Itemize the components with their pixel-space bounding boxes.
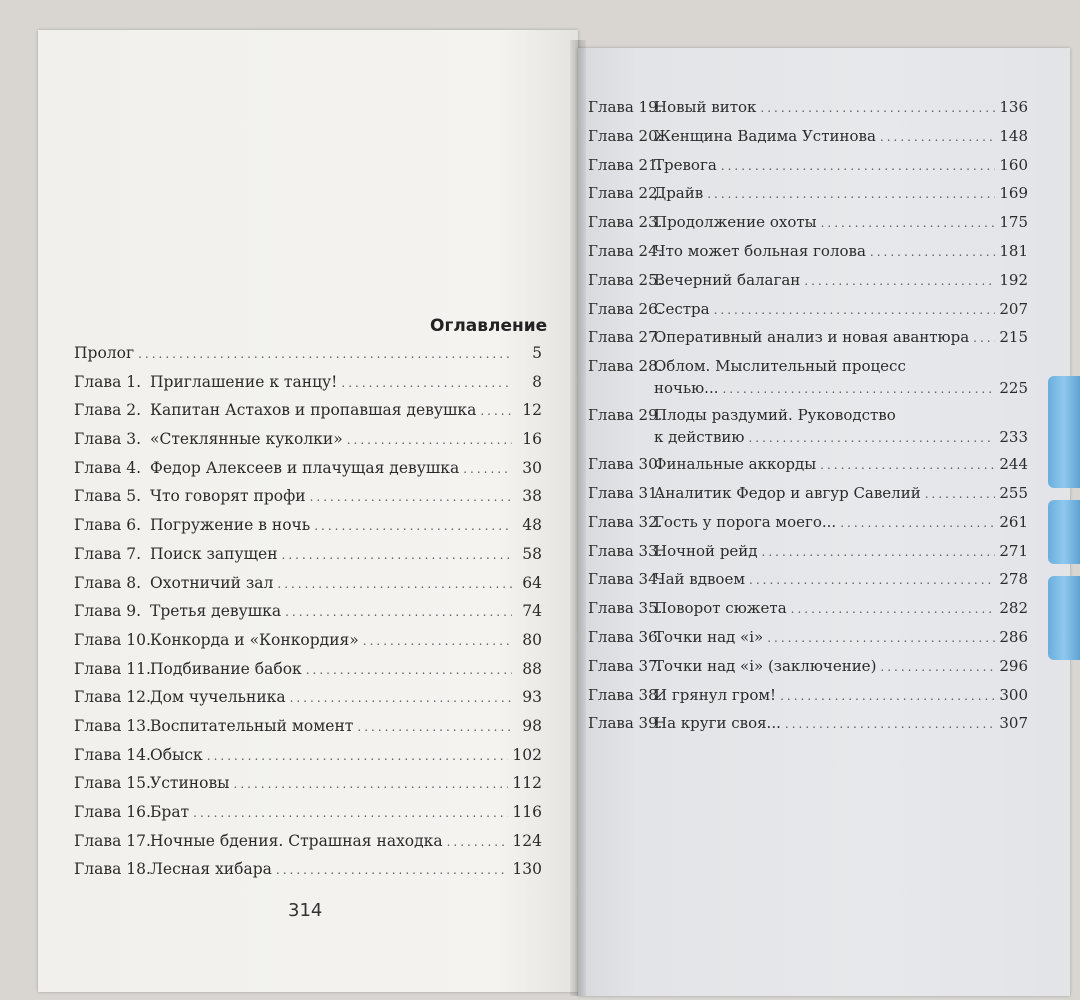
entry-title: Устиновы [150, 774, 230, 793]
dot-leader [714, 303, 996, 317]
toc-entry [74, 631, 542, 660]
chapter-number: Глава 26. [588, 299, 663, 318]
entry-page: 307 [999, 714, 1028, 733]
entry-title: «Стеклянные куколки» [150, 430, 343, 449]
chapter-number: Глава 18. [74, 860, 151, 879]
entry-label [74, 631, 359, 649]
chapter-number: Глава 24. [588, 241, 663, 260]
entry-title-continued: к действию [654, 428, 745, 447]
entry-page: 181 [999, 241, 1028, 260]
entry-title: Облом. Мыслительный процесс [654, 357, 906, 376]
entry-label [588, 686, 776, 704]
entry-title: Федор Алексеев и плачущая девушка [150, 458, 460, 477]
toc-entry [588, 657, 1028, 686]
entry-title: И грянул гром! [654, 685, 777, 704]
dot-leader [791, 602, 996, 616]
chapter-number: Глава 15. [74, 774, 151, 793]
entry-page: 74 [522, 602, 542, 621]
entry-title: Подбивание бабок [150, 659, 302, 678]
chapter-number: Глава 38. [588, 685, 663, 704]
entry-page: 8 [532, 372, 542, 391]
toc-entry [588, 328, 1028, 357]
entry-label [74, 602, 281, 620]
entry-title: Гость у порога моего... [654, 512, 837, 531]
entry-title: Брат [150, 803, 190, 821]
toc-entry [588, 570, 1028, 599]
entry-title: Что говорят профи [150, 487, 306, 506]
entry-label [588, 406, 1028, 428]
toc-entry [588, 300, 1028, 329]
entry-page: 225 [999, 379, 1028, 398]
toc-entry [588, 484, 1028, 513]
entry-page: 207 [999, 299, 1028, 318]
dot-leader [480, 404, 512, 418]
entry-label [74, 459, 459, 477]
toc-entry [74, 602, 542, 631]
entry-title: Охотничий зал [150, 573, 274, 592]
chapter-number: Глава 27. [588, 328, 663, 347]
entry-label [588, 542, 758, 560]
entry-label [588, 357, 1028, 379]
toc-entry [74, 574, 542, 603]
entry-title: Аналитик Федор и авгур Савелий [654, 483, 921, 502]
entry-page: 124 [512, 831, 542, 850]
dot-leader [282, 548, 512, 562]
chapter-number: Глава 31. [588, 483, 663, 502]
chapter-number: Глава 33. [588, 541, 663, 560]
toc-entry [74, 459, 542, 488]
toc-title: Оглавление [430, 316, 548, 336]
entry-title: Плоды раздумий. Руководство [654, 406, 896, 425]
dot-leader [207, 749, 509, 763]
dot-leader [193, 806, 508, 820]
entry-label [74, 688, 286, 706]
entry-label [588, 328, 969, 346]
entry-title: Третья девушка [150, 602, 282, 621]
book-spine [570, 40, 586, 996]
entry-label [588, 156, 717, 174]
chapter-number: Глава 10. [74, 630, 151, 649]
toc-entry [74, 487, 542, 516]
toc-entry [588, 98, 1028, 127]
toc-entry [74, 717, 542, 746]
entry-label [74, 803, 189, 821]
chapter-number: Глава 1. [74, 372, 142, 391]
entry-page: 16 [522, 430, 542, 449]
entry-title: Точки над «i» (заключение) [654, 656, 877, 675]
dot-leader [721, 159, 996, 173]
page-number: 314 [288, 900, 323, 921]
chapter-number: Глава 34. [588, 570, 663, 589]
entry-title: Пролог [74, 344, 135, 362]
toc-entry [74, 660, 542, 689]
toc-entry [588, 127, 1028, 156]
dot-leader [277, 577, 512, 591]
entry-page: 244 [999, 455, 1028, 474]
chapter-number: Глава 2. [74, 401, 142, 420]
entry-title: Сестра [654, 299, 710, 318]
toc-entry [74, 746, 542, 775]
chapter-number: Глава 19. [588, 98, 663, 116]
entry-page: 58 [522, 544, 542, 563]
dot-leader [780, 689, 995, 703]
entry-page: 48 [522, 516, 542, 535]
dot-leader [234, 777, 509, 791]
entry-title: Ночной рейд [654, 541, 758, 560]
toc-entry [74, 401, 542, 430]
dot-leader [447, 835, 509, 849]
dot-leader [290, 691, 512, 705]
entry-title: Чай вдвоем [654, 570, 746, 589]
chapter-number: Глава 21. [588, 155, 663, 174]
entry-label [588, 300, 710, 318]
entry-title: Капитан Астахов и пропавшая девушка [150, 401, 477, 420]
toc-entry [588, 242, 1028, 271]
toc-entry [588, 156, 1028, 185]
entry-title: Новый виток [654, 98, 757, 116]
entry-label [74, 487, 306, 505]
entry-page: 255 [999, 483, 1028, 502]
entry-page: 116 [512, 803, 542, 821]
entry-page: 233 [999, 428, 1028, 447]
entry-title: Воспитательный момент [150, 716, 354, 735]
entry-label [588, 242, 866, 260]
entry-label [588, 657, 876, 675]
dot-leader [785, 717, 995, 731]
entry-page: 112 [512, 774, 542, 793]
entry-title: Приглашение к танцу! [150, 372, 338, 391]
entry-label [74, 430, 343, 448]
entry-page: 286 [999, 627, 1028, 646]
entry-page: 160 [999, 155, 1028, 174]
entry-label [588, 271, 800, 289]
entry-page: 12 [522, 401, 542, 420]
entry-title: Точки над «i» [654, 627, 764, 646]
chapter-number: Глава 23. [588, 213, 663, 232]
chapter-number: Глава 14. [74, 745, 151, 764]
dot-leader [276, 863, 509, 877]
entry-page: 296 [999, 656, 1028, 675]
entry-label [588, 127, 876, 145]
entry-title: Дом чучельника [150, 688, 286, 707]
entry-page: 300 [999, 685, 1028, 704]
dot-leader [820, 458, 995, 472]
entry-label [588, 599, 787, 617]
entry-continuation [588, 379, 1028, 397]
entry-title: Финальные аккорды [654, 455, 817, 474]
toc-list-right [588, 98, 1028, 743]
blue-tab-bottom [1048, 576, 1080, 660]
entry-label [588, 628, 763, 646]
dot-leader [707, 187, 995, 201]
dot-leader [804, 274, 995, 288]
toc-entry [588, 357, 1028, 406]
entry-label [74, 860, 272, 878]
entry-title: Вечерний балаган [654, 270, 801, 289]
chapter-number: Глава 5. [74, 487, 142, 506]
blue-tab-top [1048, 376, 1080, 488]
chapter-number: Глава 37. [588, 656, 663, 675]
entry-page: 192 [999, 270, 1028, 289]
chapter-number: Глава 29. [588, 406, 663, 425]
dot-leader [347, 433, 512, 447]
entry-page: 169 [999, 184, 1028, 203]
dot-leader [341, 376, 512, 390]
entry-label [588, 98, 756, 116]
dot-leader [463, 462, 512, 476]
entry-title: Женщина Вадима Устинова [654, 126, 876, 145]
dot-leader [925, 487, 996, 501]
chapter-number: Глава 16. [74, 803, 151, 821]
dot-leader [760, 101, 995, 115]
chapter-number: Глава 32. [588, 512, 663, 531]
entry-page: 88 [522, 659, 542, 678]
entry-title: Поворот сюжета [654, 599, 787, 618]
chapter-number: Глава 13. [74, 716, 151, 735]
entry-label [74, 832, 443, 850]
chapter-number: Глава 9. [74, 602, 142, 621]
entry-title: Ночные бдения. Страшная находка [150, 831, 443, 850]
entry-label [74, 774, 230, 792]
entry-title: Драйв [654, 184, 704, 203]
dot-leader [748, 431, 995, 445]
entry-page: 30 [522, 458, 542, 477]
entry-title: Что может больная голова [654, 241, 866, 260]
entry-page: 93 [522, 688, 542, 707]
toc-entry [588, 455, 1028, 484]
dot-leader [767, 631, 995, 645]
entry-label [74, 717, 353, 735]
chapter-number: Глава 7. [74, 544, 142, 563]
toc-entry [588, 213, 1028, 242]
chapter-number: Глава 12. [74, 688, 151, 707]
entry-label [74, 746, 203, 764]
chapter-number: Глава 6. [74, 516, 142, 535]
entry-label [588, 213, 817, 231]
dot-leader [840, 516, 995, 530]
dot-leader [762, 545, 996, 559]
toc-entry [74, 344, 542, 373]
toc-entry [74, 832, 542, 861]
entry-label [588, 484, 921, 502]
entry-title-continued: ночью... [654, 379, 719, 398]
chapter-number: Глава 36. [588, 627, 663, 646]
toc-entry [588, 513, 1028, 542]
entry-label [74, 545, 278, 563]
dot-leader [880, 130, 995, 144]
entry-title: Обыск [150, 745, 203, 764]
entry-title: На круги своя... [654, 714, 781, 733]
entry-label [74, 516, 310, 534]
toc-entry [588, 714, 1028, 743]
entry-page: 215 [999, 328, 1028, 347]
chapter-number: Глава 35. [588, 599, 663, 618]
entry-label [588, 455, 816, 473]
entry-continuation [588, 428, 1028, 446]
entry-page: 271 [999, 541, 1028, 560]
chapter-number: Глава 8. [74, 573, 142, 592]
toc-entry [588, 271, 1028, 300]
chapter-number: Глава 28. [588, 357, 663, 376]
dot-leader [870, 245, 995, 259]
entry-page: 64 [522, 573, 542, 592]
entry-title: Продолжение охоты [654, 213, 817, 232]
entry-label [74, 660, 302, 678]
entry-label [588, 570, 745, 588]
entry-label [74, 344, 134, 362]
blue-tab-middle [1048, 500, 1080, 564]
chapter-number: Глава 39. [588, 714, 663, 733]
toc-list-left [74, 344, 542, 889]
entry-label [588, 513, 836, 531]
toc-entry [588, 599, 1028, 628]
entry-page: 278 [999, 570, 1028, 589]
entry-title: Погружение в ночь [150, 516, 311, 535]
chapter-number: Глава 4. [74, 458, 142, 477]
entry-page: 148 [999, 126, 1028, 145]
toc-entry [588, 406, 1028, 455]
entry-label [588, 714, 781, 732]
entry-page: 98 [522, 716, 542, 735]
entry-page: 130 [512, 860, 542, 879]
dot-leader [306, 663, 512, 677]
entry-title: Тревога [654, 155, 717, 174]
chapter-number: Глава 20. [588, 126, 663, 145]
toc-entry [588, 686, 1028, 715]
dot-leader [363, 634, 512, 648]
entry-title: Оперативный анализ и новая авантюра [654, 328, 970, 347]
entry-title: Конкорда и «Конкордия» [150, 630, 359, 649]
chapter-number: Глава 11. [74, 659, 151, 678]
entry-page: 175 [999, 213, 1028, 232]
chapter-number: Глава 22. [588, 184, 663, 203]
dot-leader [285, 605, 512, 619]
entry-page: 5 [532, 344, 542, 362]
entry-title: Лесная хибара [150, 860, 272, 879]
entry-page: 38 [522, 487, 542, 506]
entry-label [74, 401, 476, 419]
toc-entry [74, 860, 542, 889]
dot-leader [821, 216, 996, 230]
toc-entry [74, 774, 542, 803]
dot-leader [310, 490, 512, 504]
toc-entry [74, 803, 542, 832]
entry-page: 261 [999, 512, 1028, 531]
toc-entry [74, 688, 542, 717]
toc-entry [74, 430, 542, 459]
toc-entry [74, 373, 542, 402]
dot-leader [357, 720, 512, 734]
chapter-number: Глава 3. [74, 430, 142, 449]
chapter-number: Глава 30. [588, 455, 663, 474]
toc-entry [588, 184, 1028, 213]
dot-leader [722, 382, 995, 396]
toc-entry [588, 628, 1028, 657]
dot-leader [973, 331, 995, 345]
toc-entry [74, 516, 542, 545]
entry-page: 102 [512, 745, 542, 764]
entry-title: Поиск запущен [150, 544, 278, 563]
dot-leader [314, 519, 512, 533]
chapter-number: Глава 25. [588, 270, 663, 289]
dot-leader [749, 573, 995, 587]
toc-entry [74, 545, 542, 574]
dot-leader [138, 347, 512, 361]
entry-label [74, 373, 337, 391]
entry-label [74, 574, 273, 592]
dot-leader [880, 660, 995, 674]
entry-page: 282 [999, 599, 1028, 618]
entry-page: 136 [999, 98, 1028, 116]
chapter-number: Глава 17. [74, 831, 151, 850]
entry-label [588, 184, 703, 202]
toc-entry [588, 542, 1028, 571]
entry-page: 80 [522, 630, 542, 649]
